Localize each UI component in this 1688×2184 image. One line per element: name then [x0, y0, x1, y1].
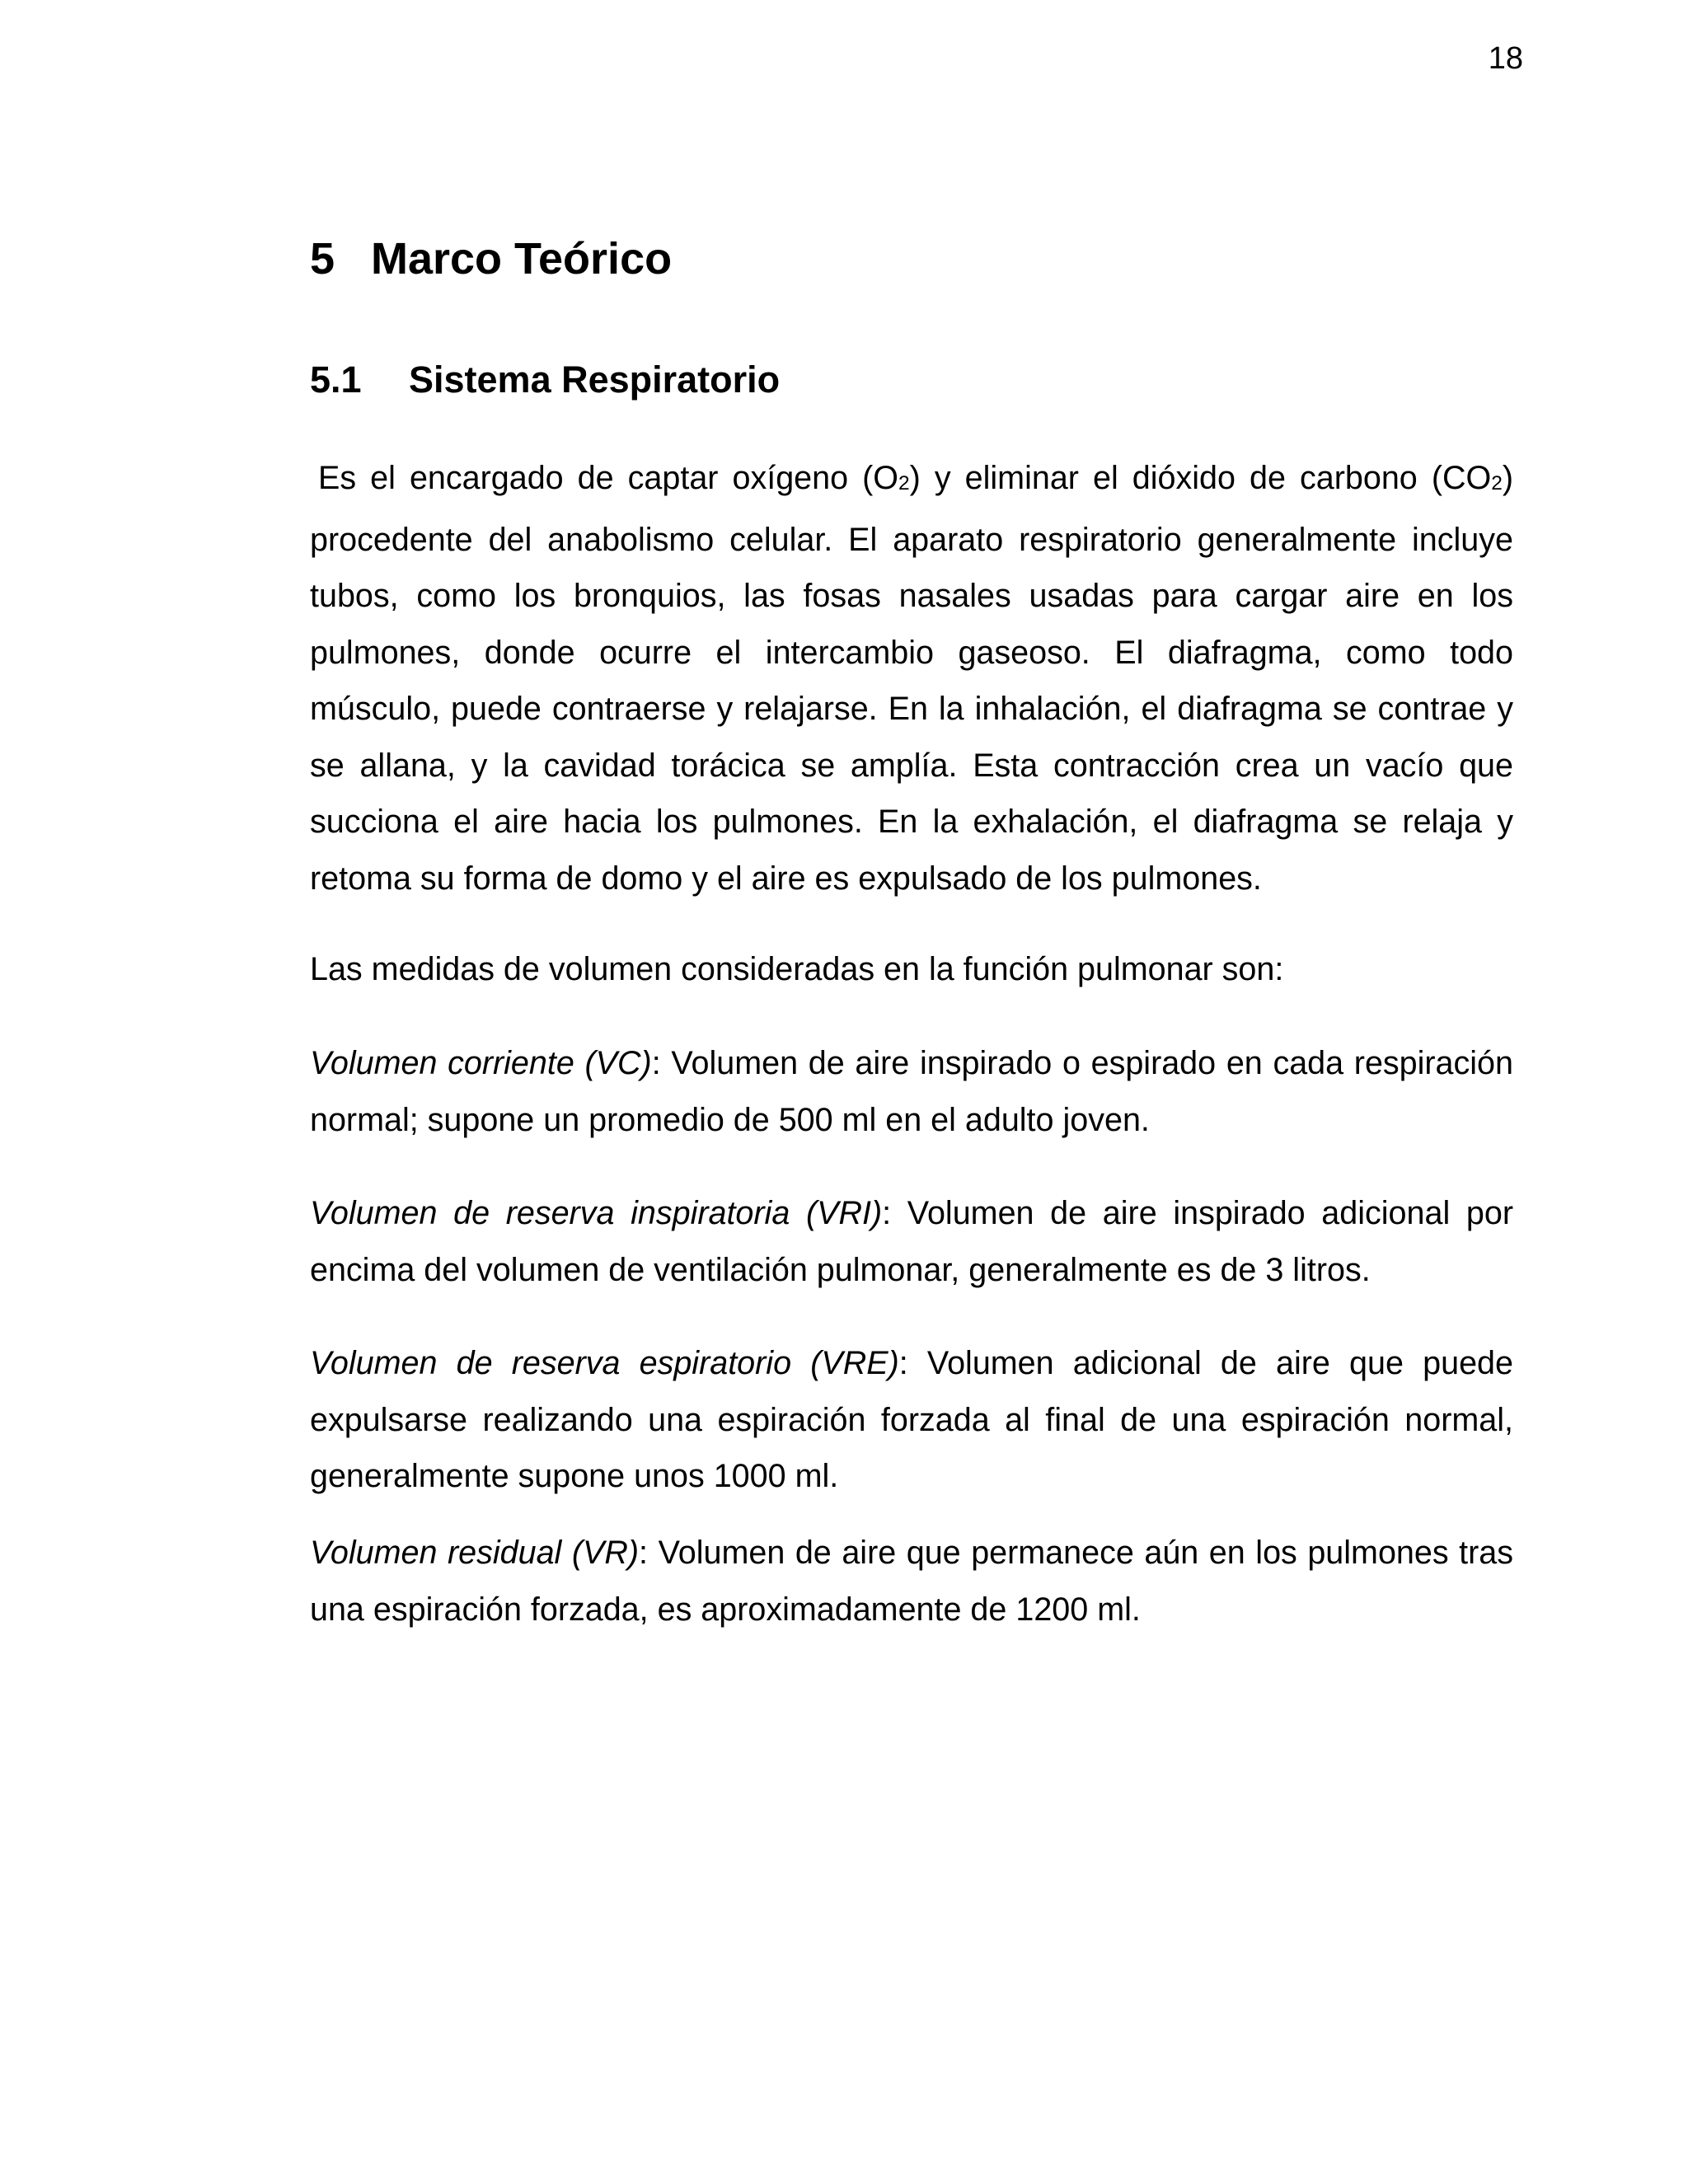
o2-subscript: 2 — [898, 472, 910, 495]
definition-vc — [310, 1035, 1513, 1148]
definition-vr — [310, 1525, 1513, 1638]
section-heading — [310, 358, 780, 402]
volume-lead-text: Las medidas de volumen consideradas en la función pulmonar son: — [310, 951, 1284, 987]
definition-text: : Volumen de aire inspirado o espirado en cada respiración normal; supone un promedio de 500 ml en el adulto joven. — [310, 1045, 1513, 1138]
volume-lead-paragraph — [310, 941, 1513, 998]
definition-term: Volumen corriente (VC) — [310, 1045, 652, 1081]
intro-text-2: ) y eliminar el dióxido de carbono (CO — [909, 460, 1492, 496]
definition-text: : Volumen adicional de aire que puede expulsarse realizando una espiración forzada al final de una espiración normal, generalmente supone unos 1000 ml. — [310, 1345, 1513, 1494]
section-title: Sistema Respiratorio — [409, 359, 781, 401]
intro-text-3: ) procedente del anabolismo celular. El aparato respiratorio generalmente incluye tubos, como los bronquios, las fosas nasales usadas para cargar aire en los pulmones, donde ocurre el intercambio gaseoso. El diafragma, como todo músculo, puede contraerse y relajarse. En la inhalación, el diafragma se contrae y se allana, y la cavidad torácica se amplía. Esta contracción crea un vacío que succiona el aire hacia los pulmones. En la exhalación, el diafragma se relaja y retoma su forma de domo y el aire es expulsado de los pulmones. — [310, 460, 1513, 897]
definition-vre — [310, 1335, 1513, 1505]
section-number: 5.1 — [310, 359, 362, 401]
intro-paragraph — [310, 450, 1513, 907]
page-number: 18 — [1488, 41, 1523, 76]
definition-text: : Volumen de aire que permanece aún en los pulmones tras una espiración forzada, es aproximadamente de 1200 ml. — [310, 1535, 1513, 1628]
chapter-heading — [310, 232, 672, 285]
co2-subscript: 2 — [1491, 472, 1503, 495]
definition-term: Volumen de reserva inspiratoria (VRI) — [310, 1195, 883, 1231]
chapter-title: Marco Teórico — [371, 234, 673, 284]
definition-term: Volumen de reserva espiratorio (VRE) — [310, 1345, 899, 1381]
definition-term: Volumen residual (VR) — [310, 1535, 640, 1571]
definition-vri — [310, 1185, 1513, 1298]
intro-text-1: Es el encargado de captar oxígeno (O — [318, 460, 899, 496]
definition-text: : Volumen de aire inspirado adicional por encima del volumen de ventilación pulmonar, generalmente es de 3 litros. — [310, 1195, 1513, 1288]
chapter-number: 5 — [310, 234, 335, 284]
